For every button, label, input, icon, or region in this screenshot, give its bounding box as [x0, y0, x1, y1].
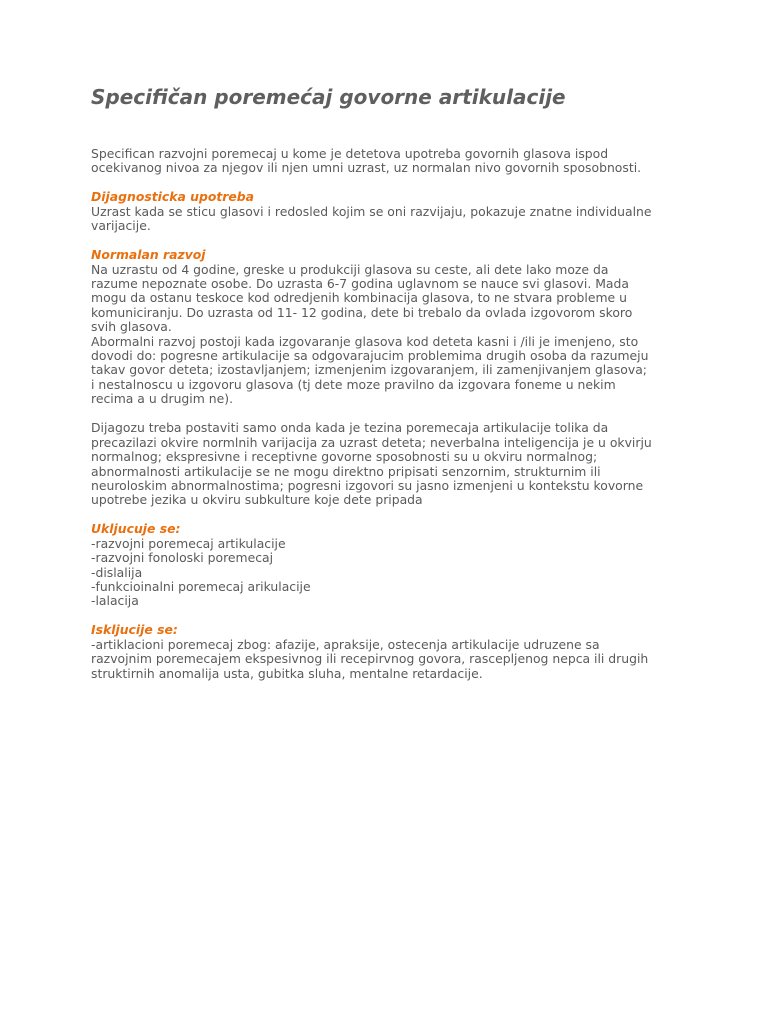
- diagnosis-paragraph: [91, 421, 691, 507]
- section-heading-ukljucuje-se: Ukljucuje se:: [91, 521, 181, 537]
- body-line: mogu da ostanu teskoce kod odredjenih kombinacija glasova, to ne stvara probleme u: [91, 290, 627, 306]
- body-line: varijacije.: [91, 218, 151, 234]
- body-line: komuniciranju. Do uzrasta od 11- 12 godina, dete bi trebalo da ovlada izgovorom skoro: [91, 304, 633, 320]
- section-heading-iskljucije-se: Iskljucije se:: [91, 622, 178, 638]
- list-item: -razvojni poremecaj artikulacije: [91, 535, 286, 551]
- section-body-ukljucuje-se: [91, 537, 691, 609]
- spacer: [91, 508, 691, 523]
- body-line: precazilazi okvire normlnih varijacija za uzrast deteta; neverbalna inteligencija je u okvirju: [91, 434, 652, 450]
- body-line: dovodi do: pogresne artikulacije sa odgovarajucim problemima drugih osoba da razumeju: [91, 348, 649, 364]
- spacer: [91, 609, 691, 624]
- body-line: -artiklacioni poremecaj zbog: afazije, apraksije, ostecenja artikulacije udruzene sa: [91, 636, 600, 652]
- body-line: Uzrast kada se sticu glasovi i redosled kojim se oni razvijaju, pokazuje znatne individualne: [91, 203, 652, 219]
- body-line: svih glasova.: [91, 319, 172, 335]
- list-item: -dislalija: [91, 564, 143, 580]
- spacer: [91, 407, 691, 422]
- section-body-dijagnosticka-upotreba: [91, 205, 691, 234]
- spacer: [91, 234, 691, 249]
- section-body-iskljucije-se: [91, 638, 691, 681]
- body-line: takav govor deteta; izostavljanjem; izmenjenim izgovaranjem, ili zamenjivanjem glasova;: [91, 362, 647, 378]
- body-line: struktirnih anomalija usta, gubitka sluha, mentalne retardacije.: [91, 665, 483, 681]
- body-line: upotrebe jezika u okviru subkulture koje dete pripada: [91, 492, 423, 508]
- body-line: abnormalnosti artikulacije se ne mogu direktno pripisati senzornim, strukturnim ili: [91, 463, 601, 479]
- body-line: neuroloskim abnormalnostima; pogresni izgovori su jasno izmenjeni u kontekstu kovorne: [91, 477, 644, 493]
- spacer: [91, 176, 691, 191]
- body-line: recima a u drugim ne).: [91, 391, 234, 407]
- list-item: -funkcioinalni poremecaj arikulacije: [91, 578, 311, 594]
- body-line: i nestalnoscu u izgovoru glasova (tj dete moze pravilno da izgovara foneme u nekim: [91, 376, 616, 392]
- body-line: razvojnim poremecajem ekspesivnog ili recepirvnog govora, rascepljenog nepca ili drugih: [91, 651, 649, 667]
- body-line: Abormalni razvoj postoji kada izgovaranje glasova kod deteta kasni i /ili je imenjeno, sto: [91, 333, 639, 349]
- body-line: razume nepoznate osobe. Do uzrasta 6-7 godina uglavnom se nauce svi glasovi. Mada: [91, 276, 629, 292]
- section-heading-normalan-razvoj: Normalan razvoj: [91, 247, 206, 263]
- list-item: -razvojni fonoloski poremecaj: [91, 550, 274, 566]
- title-spacer: [91, 110, 691, 147]
- intro-line: ocekivanog nivoa za njegov ili njen umni uzrast, uz normalan nivo govornih sposobnosti.: [91, 160, 642, 176]
- section-body-normalan-razvoj: [91, 263, 691, 407]
- section-heading-dijagnosticka-upotreba: Dijagnosticka upotreba: [91, 189, 255, 205]
- body-line: Dijagozu treba postaviti samo onda kada je tezina poremecaja artikulacije tolika da: [91, 420, 609, 436]
- list-item: -lalacija: [91, 593, 139, 609]
- body-line: normalnog; ekspresivne i receptivne govorne sposobnosti su u okviru normalnog;: [91, 449, 598, 465]
- document-page: [91, 84, 691, 681]
- intro-paragraph: [91, 147, 691, 176]
- document-title: Specifičan poremećaj govorne artikulacije: [91, 85, 566, 109]
- body-line: Na uzrastu od 4 godine, greske u produkciji glasova su ceste, ali dete lako moze da: [91, 261, 609, 277]
- intro-line: Specifican razvojni poremecaj u kome je detetova upotreba govornih glasova ispod: [91, 146, 609, 161]
